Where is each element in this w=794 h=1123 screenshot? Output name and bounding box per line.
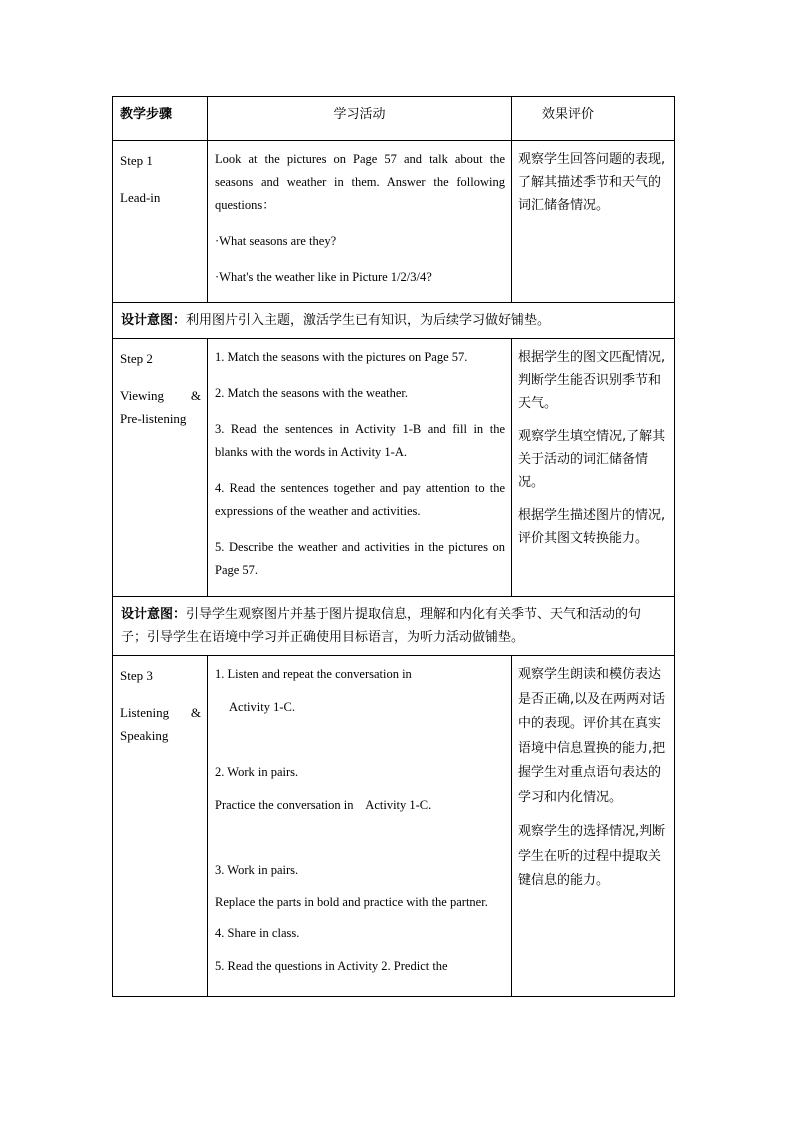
- step1-activity-3: ·What's the weather like in Picture 1/2/3/4?: [215, 270, 432, 284]
- step3-evaluation: [512, 656, 675, 997]
- step3-activity-2b: Practice the conversation in Activity 1-C.: [215, 798, 432, 812]
- step2-activity-3: 3. Read the sentences in Activity 1-B and fill in the blanks with the words in Activity 1-A.: [215, 422, 505, 459]
- design-text-1: 利用图片引入主题，激活学生已有知识，为后续学习做好铺垫。: [186, 313, 551, 328]
- step2-title-a: Viewing: [120, 388, 164, 403]
- step3-title-amp: &: [190, 705, 201, 720]
- step1-activity-2: ·What seasons are they?: [215, 234, 337, 248]
- step1-activity-1: Look at the pictures on Page 57 and talk about the seasons and weather in them. Answer the following questions：: [215, 152, 505, 212]
- step1-evaluation: [512, 141, 675, 303]
- design-intent-row-2: [113, 597, 675, 656]
- step2-activity-2: 2. Match the seasons with the weather.: [215, 386, 409, 400]
- step2-activities: [208, 339, 512, 597]
- step3-title-a: Listening: [120, 705, 170, 720]
- step2-title-amp: &: [190, 388, 201, 403]
- step2-row: [113, 339, 675, 597]
- step3-activity-3: 3. Work in pairs.: [215, 863, 299, 877]
- step1-cell: [113, 141, 208, 303]
- design-intent-1: [113, 303, 675, 339]
- design-text-2: 引导学生观察图片并基于图片提取信息，理解和内化有关季节、天气和活动的句子；引导学生在语境中学习并正确使用目标语言，为听力活动做铺垫。: [121, 607, 642, 645]
- step2-activity-5: 5. Describe the weather and activities in the pictures on Page 57.: [215, 540, 505, 577]
- step1-eval-1: 观察学生回答问题的表现,了解其描述季节和天气的词汇储备情况。: [518, 152, 666, 213]
- step1-number: Step 1: [120, 153, 153, 168]
- design-label-2: 设计意图：: [121, 607, 187, 622]
- step1-title: Lead-in: [120, 190, 161, 205]
- step3-activity-2: 2. Work in pairs.: [215, 765, 299, 779]
- step3-activity-1: 1. Listen and repeat the conversation in: [215, 667, 412, 681]
- design-intent-2: [113, 597, 675, 656]
- step1-row: [113, 141, 675, 303]
- step3-eval-1: 观察学生朗读和模仿表达是否正确,以及在两两对话中的表现。评价其在真实语境中信息置换的能力,把握学生对重点语句表达的学习和内化情况。: [518, 667, 666, 805]
- step2-number: Step 2: [120, 351, 153, 366]
- design-intent-row-1: [113, 303, 675, 339]
- step3-number: Step 3: [120, 668, 153, 683]
- step3-row: [113, 656, 675, 997]
- table-header-row: [113, 97, 675, 141]
- step2-activity-1: 1. Match the seasons with the pictures on Page 57.: [215, 350, 468, 364]
- step3-activity-3b: Replace the parts in bold and practice with the partner.: [215, 895, 488, 909]
- step2-activity-4: 4. Read the sentences together and pay attention to the expressions of the weather and activities.: [215, 481, 505, 518]
- step2-title-b: Pre-listening: [120, 411, 187, 426]
- lesson-plan-table: [112, 96, 675, 997]
- step3-eval-2: 观察学生的选择情况,判断学生在听的过程中提取关键信息的能力。: [518, 824, 666, 888]
- step3-activities: [208, 656, 512, 997]
- design-label-1: 设计意图：: [121, 313, 187, 328]
- header-activity: 学习活动: [208, 97, 512, 141]
- step3-title-b: Speaking: [120, 728, 169, 743]
- step2-eval-1: 根据学生的图文匹配情况,判断学生能否识别季节和天气。: [518, 350, 666, 411]
- step3-activity-5: 5. Read the questions in Activity 2. Predict the: [215, 959, 448, 973]
- header-evaluation: 效果评价: [512, 97, 675, 141]
- header-step: 教学步骤: [113, 97, 208, 141]
- step2-eval-2: 观察学生填空情况,了解其关于活动的词汇储备情况。: [518, 429, 666, 490]
- step1-activities: [208, 141, 512, 303]
- step2-evaluation: [512, 339, 675, 597]
- step3-cell: [113, 656, 208, 997]
- step2-eval-3: 根据学生描述图片的情况,评价其图文转换能力。: [518, 508, 666, 546]
- step2-cell: [113, 339, 208, 597]
- step3-activity-1b: Activity 1-C.: [229, 700, 295, 714]
- step3-activity-4: 4. Share in class.: [215, 926, 300, 940]
